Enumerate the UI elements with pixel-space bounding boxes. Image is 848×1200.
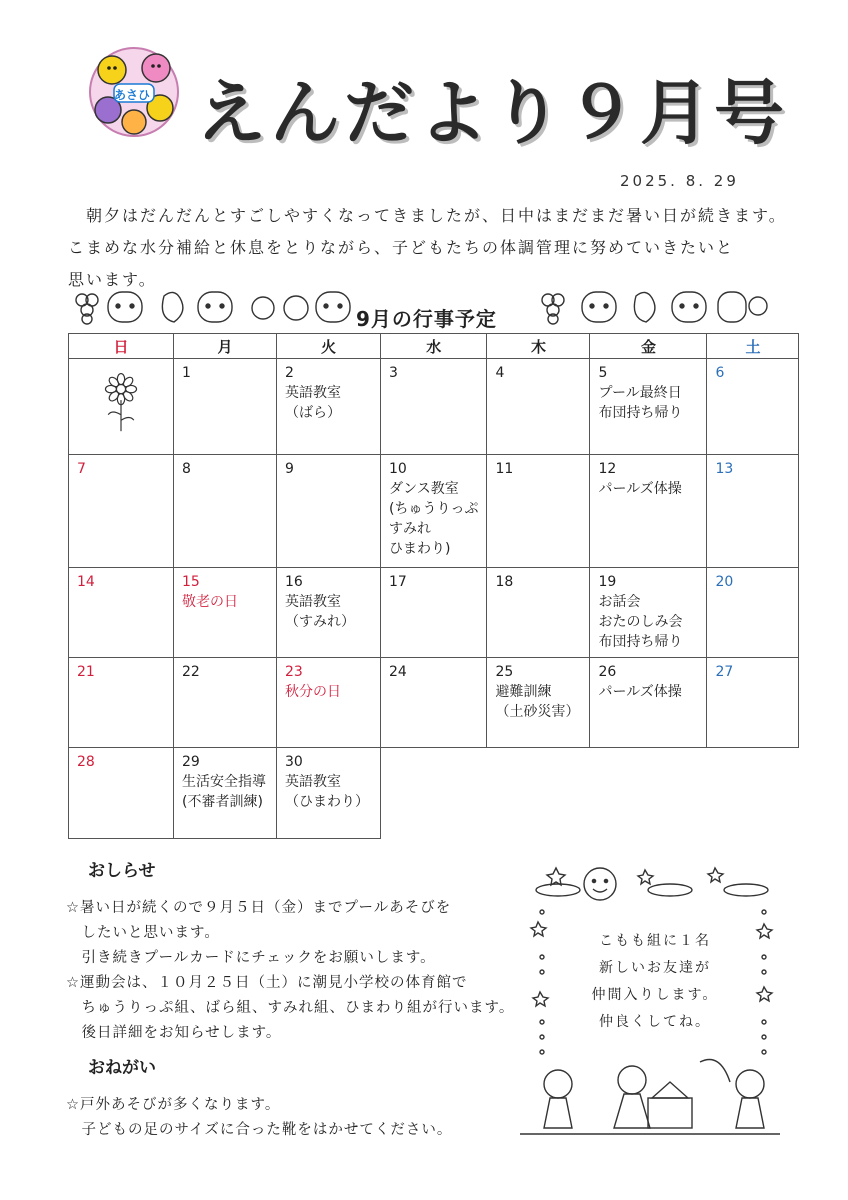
event-text: 英語教室 [285,594,341,610]
day-number: 29 [182,754,200,770]
event-text: (ちゅうりっぷ [389,501,479,517]
day-number: 1 [182,365,191,381]
calendar-day-cell [590,359,707,455]
day-number: 21 [77,664,95,680]
page-title: えんだより９月号 [196,72,788,154]
request-line: ☆戸外あそびが多くなります。 [66,1097,281,1113]
logo-text: あさひ [114,88,151,102]
notice-list [66,896,514,1046]
animal-fruit-decoration-icon [538,286,768,326]
calendar-day-cell [69,455,174,568]
calendar-day-cell [487,359,590,455]
calendar-week-row [69,359,799,455]
event-text: 避難訓練 [495,684,552,700]
weekday-thu: 木 [487,334,590,359]
calendar-day-cell [174,455,277,568]
weekday-sun: 日 [69,334,174,359]
calendar-day-cell [590,455,707,568]
calendar-empty-cell [487,748,590,839]
day-number: 7 [77,461,86,477]
day-number: 8 [182,461,191,477]
calendar-day-cell [487,568,590,658]
day-number: 5 [598,365,608,381]
calendar-day-cell [487,658,590,748]
day-number: 13 [715,461,734,477]
calendar-week-row [69,568,799,658]
request-heading: おねがい [88,1058,156,1078]
calendar-day-cell [381,568,487,658]
day-number: 25 [495,664,514,680]
day-number: 2 [285,365,294,381]
day-number: 28 [77,754,95,770]
event-text: 生活安全指導 [182,774,266,790]
calendar-day-cell [381,658,487,748]
animal-fruit-decoration-icon [68,286,353,326]
day-number: 4 [495,365,505,381]
calendar-day-cell [69,748,174,839]
cosmos-flower-icon [98,369,144,433]
event-text: （ばら） [285,405,341,421]
event-text: パールズ体操 [598,481,682,497]
notice-line: ちゅうりっぷ組、ばら組、すみれ組、ひまわり組が行います。 [66,1000,515,1016]
event-text: 英語教室 [285,385,341,401]
calendar-day-cell [707,359,799,455]
day-number: 3 [389,365,398,381]
event-text: プール最終日 [598,385,682,401]
message-line: 新しいお友達が [599,960,711,976]
notice-line: したいと思います。 [66,925,220,941]
message-line: 仲間入りします。 [591,987,719,1003]
issue-date: 2025. 8. 29 [620,172,739,190]
intro-paragraph [68,200,788,296]
request-line: 子どもの足のサイズに合った靴をはかせてください。 [66,1122,453,1138]
calendar-day-cell [174,748,277,839]
intro-line: こまめな水分補給と休息をとりながら、子どもたちの体調管理に努めていきたいと [68,238,735,257]
event-text: 布団持ち帰り [598,634,683,650]
day-number: 24 [389,664,407,680]
day-number: 17 [389,574,407,590]
event-text: 敬老の日 [182,594,238,610]
event-text: 英語教室 [285,774,341,790]
calendar-day-cell [381,359,487,455]
calendar-empty-cell [381,748,487,839]
calendar-day-cell [277,568,381,658]
event-text: ダンス教室 [389,481,459,497]
calendar-day-cell [707,455,799,568]
day-number: 14 [77,574,95,590]
day-number: 12 [598,461,617,477]
calendar-empty-cell [590,748,707,839]
notice-line: 後日詳細をお知らせします。 [66,1025,282,1041]
calendar-week-row [69,658,799,748]
calendar-day-cell [174,359,277,455]
calendar-day-cell [707,568,799,658]
day-number: 23 [285,664,303,680]
intro-line: 朝夕はだんだんとすごしやすくなってきましたが、日中はまだまだ暑い日が続きます。 [68,206,787,225]
event-text: お話会 [598,594,641,610]
calendar-day-cell [69,359,174,455]
calendar-week-row [69,455,799,568]
day-number: 19 [598,574,617,590]
notice-line: 引き続きプールカードにチェックをお願いします。 [66,950,436,966]
day-number: 27 [715,664,734,680]
day-number: 20 [715,574,734,590]
new-friend-message [560,928,750,1036]
day-number: 15 [182,574,200,590]
message-line: 仲良くしてね。 [599,1014,711,1030]
day-number: 18 [495,574,514,590]
calendar-week-row [69,748,799,839]
weekday-tue: 火 [277,334,381,359]
calendar-day-cell [277,359,381,455]
notice-heading: おしらせ [88,861,156,881]
calendar-day-cell [277,748,381,839]
event-text: おたのしみ会 [598,614,683,630]
calendar-day-cell [174,568,277,658]
day-number: 9 [285,461,294,477]
calendar-day-cell [69,568,174,658]
event-text: 布団持ち帰り [598,405,683,421]
intro-line: 思います。 [68,270,157,289]
event-text: （ひまわり） [285,794,369,810]
weekday-fri: 金 [590,334,707,359]
day-number: 6 [715,365,725,381]
day-number: 16 [285,574,303,590]
calendar-day-cell [277,455,381,568]
weekday-header-row [69,334,799,359]
weekday-sat: 土 [707,334,799,359]
event-text: ひまわり) [389,541,451,557]
event-text: 秋分の日 [285,684,341,700]
event-text: パールズ体操 [598,684,682,700]
notice-line: ☆運動会は、１０月２５日（土）に潮見小学校の体育館で [66,975,468,991]
request-list [66,1093,452,1143]
event-text: (不審者訓練) [182,794,263,810]
weekday-wed: 水 [381,334,487,359]
calendar-day-cell [277,658,381,748]
event-calendar [68,333,799,839]
calendar-day-cell [381,455,487,568]
calendar-empty-cell [707,748,799,839]
day-number: 11 [495,461,514,477]
event-text: （土砂災害） [495,704,580,720]
day-number: 22 [182,664,200,680]
event-text: （すみれ） [285,614,355,630]
day-number: 26 [598,664,617,680]
message-line: こもも組に１名 [599,933,711,949]
calendar-day-cell [69,658,174,748]
event-text: すみれ [389,521,431,537]
calendar-title: 9月の行事予定 [356,307,497,331]
weekday-mon: 月 [174,334,277,359]
calendar-day-cell [707,658,799,748]
calendar-day-cell [174,658,277,748]
day-number: 30 [285,754,303,770]
calendar-day-cell [590,658,707,748]
calendar-day-cell [590,568,707,658]
calendar-day-cell [487,455,590,568]
notice-line: ☆暑い日が続くので９月５日（金）までプールあそびを [66,900,452,916]
day-number: 10 [389,461,407,477]
